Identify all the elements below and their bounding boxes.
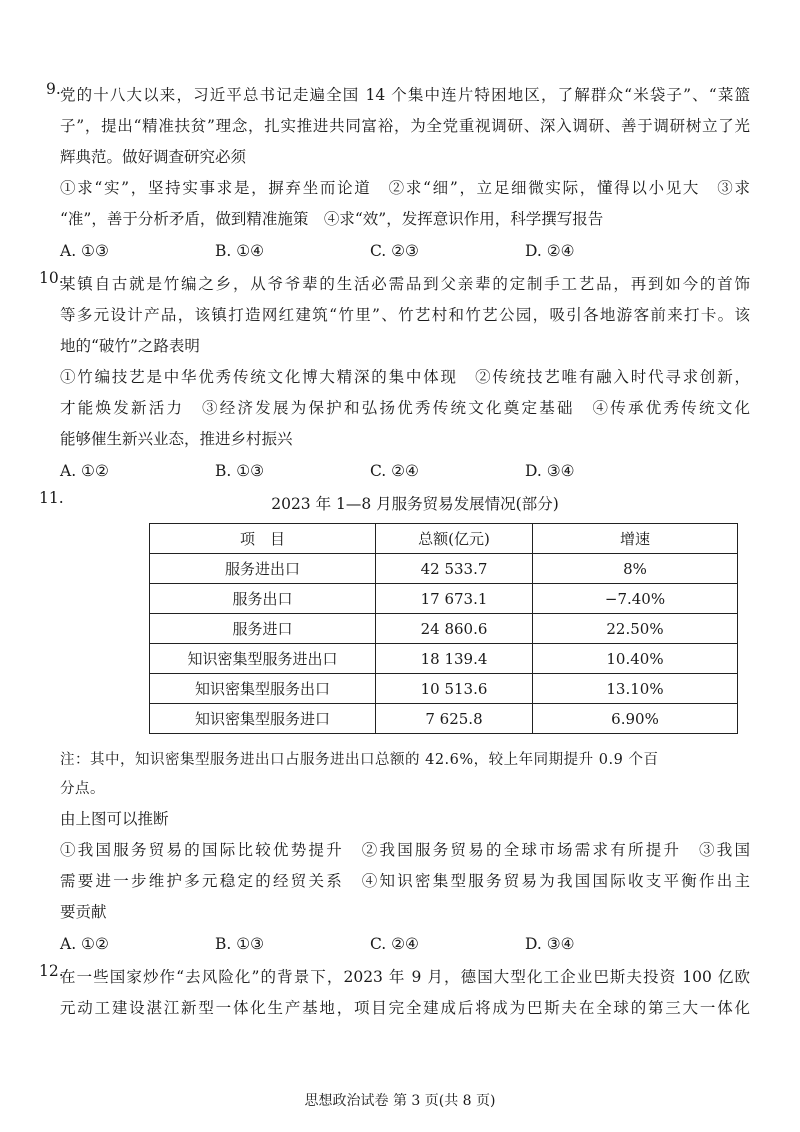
table-row [150,554,738,584]
table-row [150,584,738,614]
table-row [150,674,738,704]
question-text-line: 等多元设计产品，该镇打造网红建筑“竹里”、竹艺村和竹艺公园，吸引各地游客前来打卡。该 [60,306,750,324]
statement-line: ①竹编技艺是中华优秀传统文化博大精深的集中体现 ②传统技艺唯有融入时代寻求创新， [60,368,750,386]
page-footer: 思想政治试卷 第 3 页(共 8 页) [304,1093,496,1109]
table-cell: 24 860.6 [376,614,533,644]
column-header: 项 目 [150,524,376,554]
question-number: 9. [46,80,61,98]
table-header-row [150,524,738,554]
question-10 [39,269,750,487]
option-c[interactable]: C. ②③ [370,242,419,260]
table-cell: 知识密集型服务进出口 [150,644,376,674]
question-text-line: 在一些国家炒作“去风险化”的背景下，2023 年 9 月，德国大型化工企业巴斯夫投资 100 亿欧 [60,968,750,986]
question-12 [39,962,750,1024]
option-b[interactable]: B. ①④ [215,242,265,260]
option-a[interactable]: A. ①② [60,462,109,480]
option-d[interactable]: D. ②④ [525,242,575,260]
data-table [149,523,738,734]
option-d[interactable]: D. ③④ [525,935,575,953]
table-cell: 42 533.7 [376,554,533,584]
answer-options [60,455,750,487]
question-number: 10. [39,269,64,287]
table-cell: 知识密集型服务进口 [150,704,376,734]
table-cell: 13.10% [533,674,738,704]
question-text-line: 地的“破竹”之路表明 [60,337,200,355]
question-text-line: 辉典范。做好调查研究必须 [60,148,247,166]
statement-line: ①我国服务贸易的国际比较优势提升 ②我国服务贸易的全球市场需求有所提升 ③我国 [60,841,750,859]
table-row [150,614,738,644]
table-cell: −7.40% [533,584,738,614]
option-b[interactable]: B. ①③ [215,462,265,480]
statement-line: 能够催生新兴业态，推进乡村振兴 [60,430,293,448]
table-title: 2023 年 1—8 月服务贸易发展情况(部分) [271,495,559,513]
table-cell: 18 139.4 [376,644,533,674]
table-cell: 6.90% [533,704,738,734]
question-text-line: 党的十八大以来，习近平总书记走遍全国 14 个集中连片特困地区，了解群众“米袋子”、“菜篮 [60,86,750,104]
table-cell: 服务进口 [150,614,376,644]
table-cell: 10 513.6 [376,674,533,704]
statement-line: 需要进一步维护多元稳定的经贸关系 ④知识密集型服务贸易为我国国际收支平衡作出主 [60,872,750,890]
table-cell: 10.40% [533,644,738,674]
option-b[interactable]: B. ①③ [215,935,265,953]
answer-options [60,928,750,960]
table-cell: 22.50% [533,614,738,644]
table-row [150,644,738,674]
answer-options [60,235,750,267]
table-cell: 7 625.8 [376,704,533,734]
option-a[interactable]: A. ①③ [60,242,109,260]
statement-line: 要贡献 [60,903,107,921]
question-number: 12. [39,962,64,980]
option-c[interactable]: C. ②④ [370,935,419,953]
table-cell: 服务进出口 [150,554,376,584]
exam-page [39,80,750,1024]
option-d[interactable]: D. ③④ [525,462,575,480]
question-text-line: 子”，提出“精准扶贫”理念，扎实推进共同富裕，为全党重视调研、深入调研、善于调研树立了光 [60,117,750,135]
question-number: 11. [39,489,64,507]
table-cell: 服务出口 [150,584,376,614]
option-a[interactable]: A. ①② [60,935,109,953]
question-text-line: 元动工建设湛江新型一体化生产基地，项目完全建成后将成为巴斯夫在全球的第三大一体化 [60,999,750,1017]
column-header: 增速 [533,524,738,554]
table-note [60,746,750,804]
option-c[interactable]: C. ②④ [370,462,419,480]
statement-line: ①求“实”，坚持实事求是，摒弃坐而论道 ②求“细”，立足细微实际，懂得以小见大 ③求 [60,179,750,197]
statement-line: “准”，善于分析矛盾，做到精准施策 ④求“效”，发挥意识作用，科学撰写报告 [60,210,604,228]
note-line: 分点。 [60,781,105,797]
column-header: 总额(亿元) [376,524,533,554]
table-cell: 8% [533,554,738,584]
table-cell: 知识密集型服务出口 [150,674,376,704]
question-9 [46,80,750,267]
question-lead: 由上图可以推断 [60,810,169,828]
statement-line: 才能焕发新活力 ③经济发展为保护和弘扬优秀传统文化奠定基础 ④传承优秀传统文化 [60,399,750,417]
note-line: 注：其中，知识密集型服务进出口占服务进出口总额的 42.6%，较上年同期提升 0.9 个百 [60,752,659,768]
table-cell: 17 673.1 [376,584,533,614]
table-row [150,704,738,734]
question-text-line: 某镇自古就是竹编之乡，从爷爷辈的生活必需品到父亲辈的定制手工艺品，再到如今的首饰 [60,275,750,293]
question-11 [39,489,750,960]
